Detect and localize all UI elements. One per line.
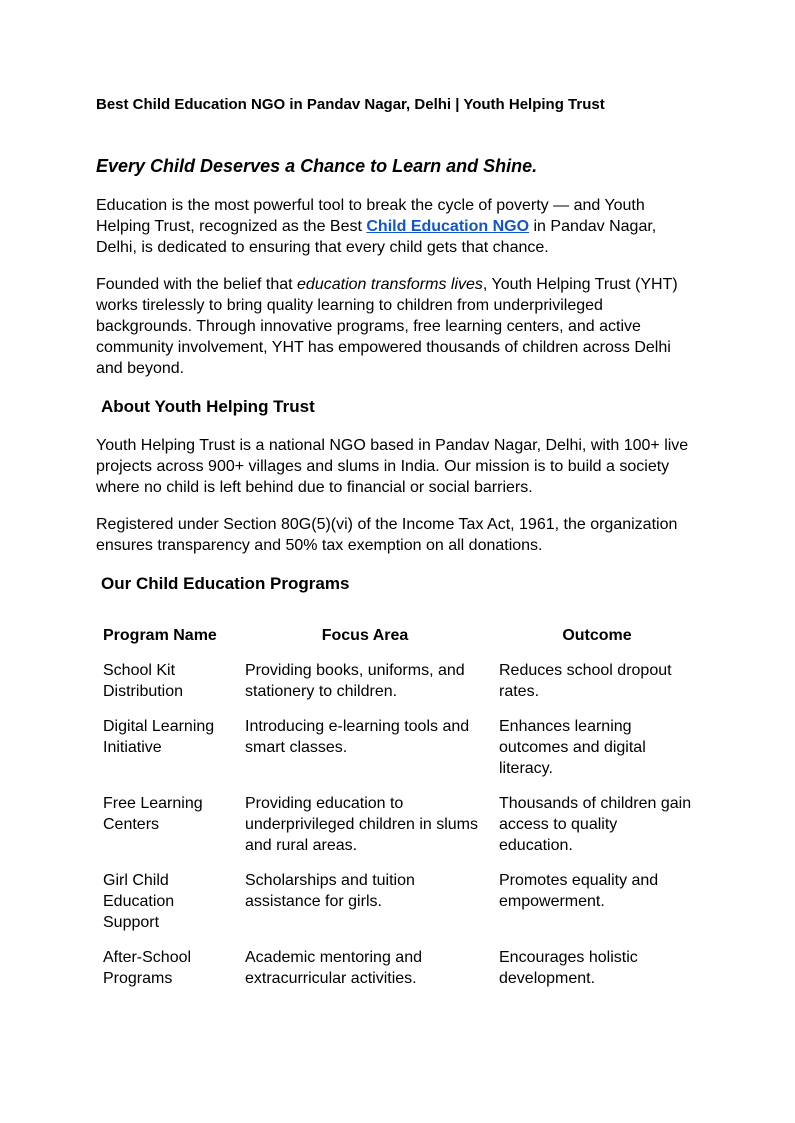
table-row bbox=[96, 787, 702, 864]
programs-table bbox=[96, 617, 702, 997]
tagline-heading: Every Child Deserves a Chance to Learn and Shine. bbox=[96, 156, 538, 176]
focus-area-cell: Introducing e-learning tools and smart classes. bbox=[245, 718, 470, 756]
about-paragraph-2: Registered under Section 80G(5)(vi) of the Income Tax Act, 1961, the organization ensures transparency and 50% tax exemption on all donations. bbox=[96, 516, 678, 554]
outcome-cell: Enhances learning outcomes and digital literacy. bbox=[499, 718, 646, 777]
about-paragraph-1: Youth Helping Trust is a national NGO based in Pandav Nagar, Delhi, with 100+ live projects across 900+ villages and slums in India. Our mission is to build a society where no child is left behind due to financial or social barriers. bbox=[96, 437, 689, 496]
program-name-cell: Girl Child Education Support bbox=[103, 872, 175, 931]
founded-paragraph bbox=[96, 274, 696, 379]
programs-heading: Our Child Education Programs bbox=[101, 574, 350, 593]
focus-area-cell: Academic mentoring and extracurricular activities. bbox=[245, 949, 422, 987]
table-row bbox=[96, 710, 702, 787]
program-name-cell: After-School Programs bbox=[103, 949, 192, 987]
intro-text-start: Education is the most powerful tool to break the cycle of poverty — and Youth Helping Trust, recognized as the Best bbox=[96, 197, 645, 235]
founded-emphasis: education transforms lives bbox=[297, 276, 483, 293]
focus-area-cell: Scholarships and tuition assistance for girls. bbox=[245, 872, 415, 910]
child-education-ngo-link[interactable]: Child Education NGO bbox=[366, 218, 530, 235]
table-row bbox=[96, 654, 702, 710]
table-row bbox=[96, 941, 702, 997]
intro-paragraph bbox=[96, 195, 696, 258]
table-header-row bbox=[96, 617, 702, 654]
table-row bbox=[96, 864, 702, 941]
header-program-name: Program Name bbox=[103, 627, 217, 644]
program-name-cell: School Kit Distribution bbox=[103, 662, 184, 700]
document-title: Best Child Education NGO in Pandav Nagar, Delhi | Youth Helping Trust bbox=[96, 96, 605, 113]
about-heading: About Youth Helping Trust bbox=[101, 397, 315, 416]
outcome-cell: Thousands of children gain access to quality education. bbox=[499, 795, 692, 854]
outcome-cell: Promotes equality and empowerment. bbox=[499, 872, 659, 910]
founded-text-start: Founded with the belief that bbox=[96, 276, 298, 293]
focus-area-cell: Providing education to underprivileged children in slums and rural areas. bbox=[245, 795, 479, 854]
header-outcome: Outcome bbox=[562, 627, 632, 644]
outcome-cell: Reduces school dropout rates. bbox=[499, 662, 672, 700]
focus-area-cell: Providing books, uniforms, and stationery to children. bbox=[245, 662, 465, 700]
header-focus-area: Focus Area bbox=[321, 627, 409, 644]
outcome-cell: Encourages holistic development. bbox=[499, 949, 638, 987]
program-name-cell: Digital Learning Initiative bbox=[103, 718, 215, 756]
founded-text-end: , Youth Helping Trust (YHT) works tirelessly to bring quality learning to children from underprivileged backgrounds. Through innovative programs, free learning centers, and active community involvement, YHT has empowered thousands of children across Delhi and beyond. bbox=[96, 276, 678, 377]
intro-text-end: in Pandav Nagar, Delhi, is dedicated to ensuring that every child gets that chance. bbox=[96, 218, 657, 256]
program-name-cell: Free Learning Centers bbox=[103, 795, 203, 833]
